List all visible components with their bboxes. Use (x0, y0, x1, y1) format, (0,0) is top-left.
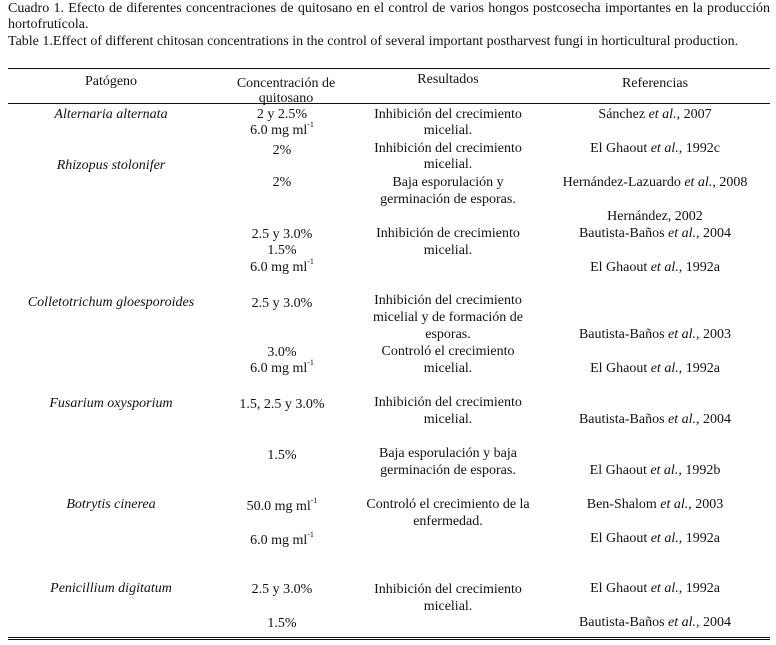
reference-cell (546, 260, 764, 276)
header-pathogen: Patógeno (84, 74, 138, 89)
concentration-value: 6.0 (250, 533, 268, 548)
reference-author: Ben-Shalom (586, 497, 657, 512)
reference-etal: et al. (660, 497, 689, 512)
concentration-cell: 2 y 2.5% (256, 107, 308, 122)
result-line: Inhibición del crecimiento (374, 141, 522, 156)
result-line: micelial. (423, 412, 473, 427)
result-line: Controló el crecimiento (381, 344, 515, 359)
reference-author: Hernández-Lazuardo (562, 175, 681, 190)
unit-exponent: -1 (307, 358, 314, 368)
concentration-cell (208, 358, 356, 377)
reference-author: El Ghaout (590, 260, 648, 275)
reference-author: El Ghaout (590, 581, 648, 596)
reference-cell (546, 463, 764, 479)
reference-cell (546, 497, 764, 513)
reference-etal: et al. (650, 260, 679, 275)
result-line: micelial. (423, 243, 473, 258)
reference-year: , 1992a (678, 361, 720, 376)
reference-author: El Ghaout (590, 361, 648, 376)
reference-etal: et al. (650, 361, 679, 376)
reference-year: , 2004 (696, 226, 732, 241)
header-references: Referencias (621, 76, 689, 91)
concentration-cell: 2.5 y 3.0% (251, 227, 313, 242)
concentration-cell: 2.5 y 3.0% (251, 582, 313, 597)
concentration-cell: 2% (272, 175, 292, 190)
reference-author: Bautista-Baños (578, 615, 665, 630)
reference-year: , 2008 (712, 175, 748, 190)
reference-author: Sánchez (598, 107, 646, 122)
reference-cell (546, 581, 764, 597)
reference-year: , 1992a (678, 531, 720, 546)
reference-etal: et al. (684, 175, 713, 190)
result-line: germinación de esporas. (380, 192, 516, 207)
concentration-cell: 1.5% (267, 243, 297, 258)
concentration-cell: 3.0% (267, 345, 297, 360)
concentration-cell: 2.5 y 3.0% (251, 296, 313, 311)
unit-exponent: -1 (307, 257, 314, 267)
reference-cell (546, 226, 764, 242)
unit-label: mg ml (271, 260, 308, 275)
reference-etal: et al. (668, 226, 697, 241)
result-line: micelial. (423, 361, 473, 376)
result-line: Controló el crecimiento de la (366, 497, 530, 512)
reference-author: Hernández, 2002 (607, 209, 703, 224)
concentration-cell: 1.5, 2.5 y 3.0% (239, 397, 325, 412)
reference-author: El Ghaout (589, 463, 647, 478)
header-results: Resultados (417, 72, 479, 87)
reference-author: Bautista-Baños (578, 327, 665, 342)
result-line: micelial. (423, 123, 473, 138)
concentration-cell (208, 257, 356, 276)
reference-year: , 2004 (696, 412, 732, 427)
reference-etal: et al. (668, 412, 697, 427)
reference-year: , 2007 (676, 107, 712, 122)
result-line: Inhibición del crecimiento (374, 293, 522, 308)
unit-label: mg ml (271, 533, 308, 548)
result-line: micelial. (423, 157, 473, 172)
reference-cell (546, 361, 764, 377)
pathogen-cell: Fusarium oxysporium (49, 396, 173, 411)
header-bottom-rule (8, 103, 770, 104)
concentration-cell: 1.5% (267, 448, 297, 463)
reference-year: , 2004 (696, 615, 732, 630)
reference-etal: et al. (650, 141, 679, 156)
concentration-cell (208, 530, 356, 549)
result-line: esporas. (425, 327, 471, 342)
result-line: Inhibición del crecimiento (374, 395, 522, 410)
reference-cell (546, 412, 764, 428)
concentration-value: 50.0 (246, 499, 272, 514)
reference-cell (546, 327, 764, 343)
reference-cell (546, 209, 764, 225)
reference-etal: et al. (668, 615, 697, 630)
reference-cell (546, 531, 764, 547)
result-line: Inhibición de crecimiento (376, 226, 520, 241)
reference-author: Bautista-Baños (578, 412, 665, 427)
concentration-cell (208, 120, 356, 139)
header-concentration: Concentración de quitosano (236, 76, 336, 106)
reference-etal: et al. (648, 107, 677, 122)
reference-cell (546, 107, 764, 123)
unit-exponent: -1 (307, 120, 314, 130)
result-line: germinación de esporas. (380, 463, 516, 478)
reference-etal: et al. (668, 327, 697, 342)
concentration-value: 6.0 (250, 260, 268, 275)
concentration-cell: 1.5% (267, 616, 297, 631)
unit-label: mg ml (271, 123, 308, 138)
reference-author: Bautista-Baños (578, 226, 665, 241)
table-bottom-rule (8, 637, 770, 640)
reference-year: , 1992a (678, 581, 720, 596)
reference-author: El Ghaout (590, 141, 648, 156)
reference-etal: et al. (650, 531, 679, 546)
reference-author: El Ghaout (590, 531, 648, 546)
pathogen-cell: Alternaria alternata (54, 107, 168, 122)
result-line: Inhibición del crecimiento (374, 107, 522, 122)
reference-year: , 1992a (678, 260, 720, 275)
reference-cell (546, 615, 764, 631)
concentration-cell (208, 496, 356, 515)
reference-etal: et al. (650, 581, 679, 596)
table-top-rule (8, 68, 770, 69)
concentration-cell: 2% (272, 143, 292, 158)
reference-etal: et al. (650, 463, 679, 478)
reference-year: , 1992c (678, 141, 720, 156)
concentration-value: 6.0 (250, 361, 268, 376)
reference-year: , 1992b (678, 463, 721, 478)
pathogen-cell: Penicillium digitatum (50, 581, 172, 596)
pathogen-cell: Colletotrichum gloesporoides (27, 295, 195, 310)
reference-year: , 2003 (696, 327, 732, 342)
reference-cell (546, 175, 764, 191)
pathogen-cell: Botrytis cinerea (66, 497, 156, 512)
table-caption-english: Table 1.Effect of different chitosan concentrations in the control of several important postharvest fungi in horticultural production. (8, 34, 739, 49)
reference-year: , 2003 (688, 497, 724, 512)
result-line: micelial y de formación de (372, 310, 524, 325)
result-line: Inhibición del crecimiento (374, 582, 522, 597)
pathogen-cell: Rhizopus stolonifer (56, 158, 166, 173)
unit-label: mg ml (274, 499, 311, 514)
result-line: Baja esporulación y (392, 175, 504, 190)
result-line: Baja esporulación y baja (378, 446, 517, 461)
concentration-value: 6.0 (250, 123, 268, 138)
result-line: enfermedad. (413, 514, 483, 529)
unit-label: mg ml (271, 361, 308, 376)
table-caption-spanish: Cuadro 1. Efecto de diferentes concentraciones de quitosano en el control de varios hongos postcosecha importantes en la producción hortofrutícola. (8, 1, 770, 32)
reference-cell (546, 141, 764, 157)
unit-exponent: -1 (310, 496, 318, 506)
result-line: micelial. (423, 599, 473, 614)
unit-exponent: -1 (307, 530, 314, 540)
